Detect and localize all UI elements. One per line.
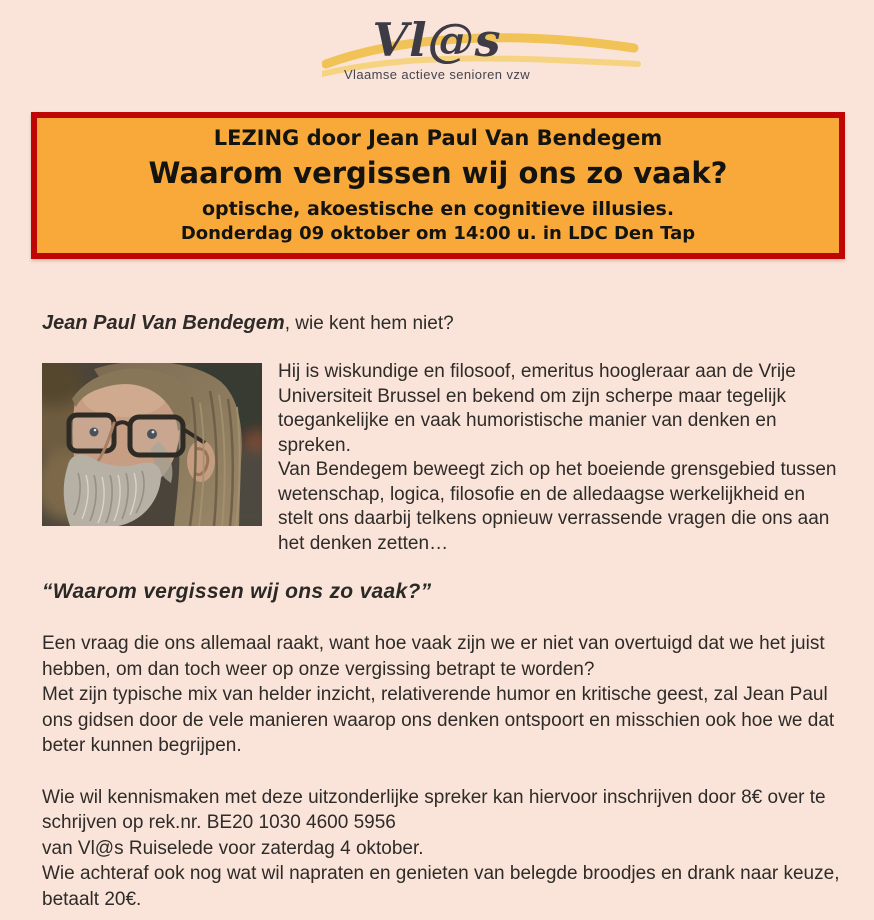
event-banner [31, 112, 845, 259]
logo-mark [372, 14, 501, 66]
enroll-sentence-2: van Vl@s Ruiselede voor zaterdag 4 oktober. [42, 837, 424, 859]
vlas-logo [0, 0, 874, 82]
enrollment-paragraph [42, 785, 844, 913]
bio-section [42, 360, 844, 556]
intro-line [42, 311, 844, 336]
question-sentence-2: Met zijn typische mix van helder inzicht, relativerende humor en kritische geest, zal Jean Paul ons gidsen door de vele manieren waarop ons denken ontspoort en misschien ook hoe we dat beter kunnen begrijpen. [42, 684, 835, 756]
enroll-sentence-3: Wie achteraf ook nog wat wil napraten en genieten van belegde broodjes en drank naar keuze, betaalt 20€. [42, 863, 840, 910]
bio-paragraph-1: Hij is wiskundige en filosoof, emeritus hoogleraar aan de Vrije Universiteit Brussel en bekend om zijn scherpe maar tegelijk toegankelijke en vaak humoristische manier van denken en spreken. [278, 361, 796, 456]
banner-title: Waarom vergissen wij ons zo vaak? [148, 156, 728, 190]
question-sentence-1: Een vraag die ons allemaal raakt, want hoe vaak zijn we er niet van overtuigd dat we het juist hebben, om dan toch weer op onze vergissing betrapt te worden? [42, 633, 825, 680]
intro-suffix: , wie kent hem niet? [284, 313, 454, 334]
enroll-sentence-1: Wie wil kennismaken met deze uitzonderlijke spreker kan hiervoor inschrijven door 8€ over te schrijven op rek.nr. BE20 1030 4600 5956 [42, 786, 826, 833]
bio-paragraph-2: Van Bendegem beweegt zich op het boeiende grensgebied tussen wetenschap, logica, filosofie en de alledaagse werkelijkheid en stelt ons daarbij telkens opnieuw verrassende vragen die ons aan het denken zetten… [278, 459, 837, 554]
flyer-body [42, 311, 844, 912]
banner-subtitle: optische, akoestische en cognitieve illusies. [201, 198, 675, 220]
logo-tagline: Vlaamse actieve senioren vzw [343, 67, 531, 82]
logo-brand-text: Vl@s [372, 13, 502, 67]
question-paragraph [42, 631, 844, 759]
portrait-photo [42, 363, 262, 526]
banner-datetime-location: Donderdag 09 oktober om 14:00 u. in LDC Den Tap [180, 223, 696, 244]
banner-lecture-line: LEZING door Jean Paul Van Bendegem [213, 126, 663, 150]
quote-heading: “Waarom vergissen wij ons zo vaak?” [42, 580, 432, 603]
speaker-name: Jean Paul Van Bendegem [42, 312, 285, 334]
